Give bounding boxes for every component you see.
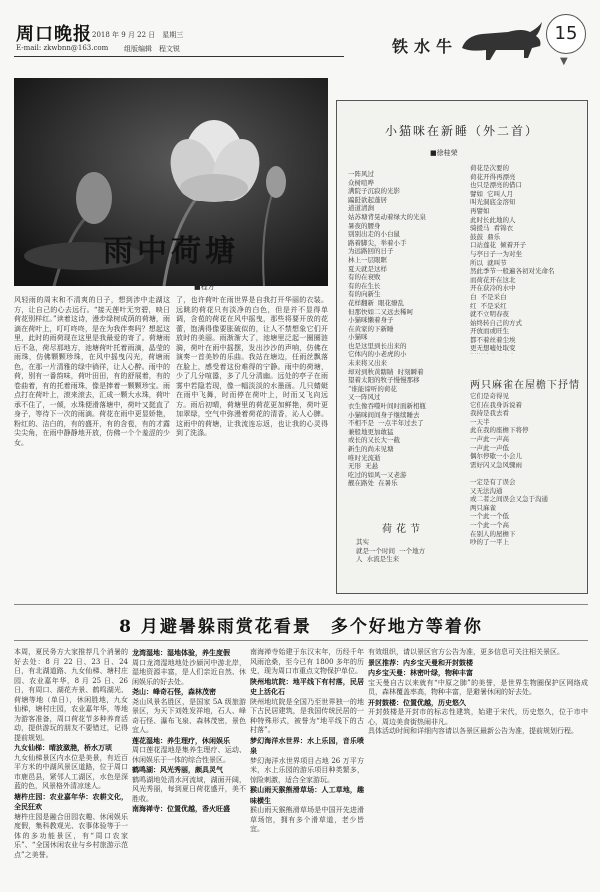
feature-paragraph: 陕州地坑院是全国乃至世界独一的地下古民居建筑，是我国传统民居的一种特殊形式，被誉为“地平线下的古村落”。 [250,697,364,734]
feature-subhead: 猴山雨天猴熊滑草场：人工草地，趣味横生 [250,785,364,805]
feature-column-4 [368,648,588,882]
feature-subhead: 陕州地坑院：地平线下有村落，民居史上活化石 [250,676,364,696]
poem-title: 小猫咪在新睡（外二首） [384,124,539,138]
feature-paragraph: 梦幻海洋水世界项目占地 26 万平方米，水上乐园的游乐项目种类繁多，惊险刺激，适合全家游玩。 [250,756,364,784]
feature-paragraph: 周口莲花湿地是集养生理疗、运动、休闲娱乐于一体的综合性景区。 [132,746,246,764]
article-column-2: 了，也许荷叶在雨世界是自我打开华丽的衣装。远眺的荷花只有淡净的白色，但是并不显得单调，含苞的荷花在风中摇曳，那些将要开放的花蕾，饱满得像要胀破似的，让人不禁想象它们开放时的美丽。雨渐渐大了，池塘里泛起一圈圈涟漪，荷叶在雨中摇摆，发出沙沙的声响，仿佛在演奏一首美妙的乐曲。我站在塘边，任雨丝飘落在脸上，感受着这份难得的宁静。雨中的荷塘，少了几分喧嚣，多了几分清幽。远处的亭子在雨雾中若隐若现，像一幅淡淡的水墨画。几只蜻蜓在雨中飞舞，时而停在荷叶上，时而又飞向远方。雨后初晴，荷塘里的荷花更加鲜艳，荷叶更加翠绿，空气中弥漫着荷花的清香，沁人心脾。这雨中的荷塘，让我流连忘返，也让我的心灵得到了洗涤。 [176,296,328,437]
poem-column-2: 荷花是次要的 荷花开得再漂亮 也只是漂亮的借口 譬如 它叫人月 叫光洞底金溶知 再譬如 此时长此地的人 骑援马 看锦衣 鼓鼓 鼎乐 口站莲花 倾着开子 与亭日子一为对坐 所以 就叫节 然此季节一般遍各初对光命名 而荷花开在这北 开在获冷的水中 白 不是采白 红 不是采红 就不立明春夜 始终转自己的方式 开放而或旺生 都不着丝着尘埃 更无想嘘处取变 [470,164,555,353]
poem-subtitle-sparrows: 两只麻雀在屋檐下抒情 [470,380,580,391]
feature-paragraph: 南海禅寺始建于东汉末年，历经千年风雨沧桑，至今已有 1800 多年的历史，现为周口市重点文物保护单位。 [250,648,364,675]
feature-paragraph: 塘杵庄园是融合田园农趣、休闲娱乐度假，集科教观光、农事体验等于一体的多功能景区，有“周口农家乐”、“全国休闲农业与乡村旅游示范点”之美誉。 [14,812,128,859]
feature-subhead: 南海禅寺：位置优越，香火旺盛 [132,804,230,813]
feature-headline: 8 月避暑躲雨赏花看景 多个好地方等着你 [119,617,483,637]
feature-paragraph: 尧山风景名胜区，是国家 5A 级旅游景区，为天下刘姓发祥地，石人、峰奇石怪、瀑布飞泉、森林茂密，景色宜人。 [132,697,246,734]
feature-column-2 [132,648,246,882]
feature-subhead: 九女仙梯：晴波潋滟，桥水万顷 [14,743,112,752]
page-number: 15 [546,14,586,54]
contact-email: E-mail: zkwbnn@163.com [16,44,109,52]
newspaper-logo: 周口晚报 [16,24,92,45]
feature-paragraph: 九女仙梯景区内水位是美景，有近百平方米的中湖风景区道路，位于周口市鹿邑县，紧邻人工湖区，水色是深蓝的色，风景格外清凉迷人。 [14,753,128,790]
header-divider [14,56,344,57]
article-title: 雨中荷塘 [103,234,239,269]
bull-icon [456,18,548,62]
page-marker-icon: ▼ [560,56,568,67]
feature-subhead: 塘杵庄园：农业嘉年华：农耕文化，全民狂欢 [14,791,128,811]
feature-paragraph: 具体活动时间和详细内容请以各景区最新公告为准，提前规划行程。 [368,727,578,735]
poem-column-3: 它们是奇得见 它们在我身诉说着 我持是我去看 一天半 此在我的座檐下将停 一声此一声高 一声此一声低 偶尔停歇一小会儿 需好闪又急风骤雨 一定是有了误会 又无法沟通 或二者之间误会又急于沟通 两只麻雀 一个此一个低 一个此一个高 在别人的屋檐下 吵的了一平上 [470,392,548,547]
feature-subhead: 开封鼓楼：位置优越，历史悠久 [368,697,466,707]
feature-subhead: 内乡宝天曼：林密叶绿，物种丰富 [368,668,473,677]
feature-paragraph: 鹤鸣湖地处清水河流域，湖面开阔，风光秀丽，每到夏日荷花盛开，美不胜收。 [132,775,246,803]
feature-paragraph: 猴山雨天猴熊滑草场是中国开先进滑草场馆，拥有多个滑草道，老少皆宜。 [250,806,364,833]
feature-subhead: 梦幻海洋水世界：水上乐园，音乐喷泉 [250,735,364,755]
feature-lead: 本周，夏民务方大家推荐几个消暑的好去处：8 月 22 日、23 日、24 日，有北湖道路、九女仙梯、塘村庄园、农业嘉年华，8 月 25 日、26 日，有周口、湖花卉景、鹤鸣湖光、荷塘等地（单日），休闲胜地，九女仙梯，塘村庄园，农业嘉年华，等地为游客准备，周口荷花节多种养育活动，提供游玩的朋友不要错过，记得提前规划。 [14,648,128,742]
article-byline: ■程方 [194,283,215,291]
feature-subhead: 鹤鸣湖：风光秀丽，颇具灵气 [132,765,223,774]
poem-column-1: 一阵风过 众树喧哗 满院子沉寂的光影 蹁跹欲起蓬居 道道清涧 姑苏塘背晃动着绿大的光泉 暑夜的腰身 别别出走的小白鼠 路着脚尖，举着小手 为远路回的日子 林上一层眼眶 夏天就是这样 有的在衰败 有的在生长 有的向新生 花样翻新 眼花缭乱 但那快如二又远去稀呵 小猫咪懒着身子 在黄家的下新睡 小猫咪 也是这里到长出来的 它体内的小老虎的小 未来将又出来 却对到秋黄瞎睛 时刻瞬着 望着太阳的牧子慢慢那移 “谁能谛听的荷花 又一阵风过 衣生像吞噬叶间时面新相瓶 小猫咪间间身子继续睡去 不相不是 一点半年过去了 兼般地更加敢猛 或长的又长大一截 新生的尚未见塘 唯时光流逝 无形 无悬 吃过的如风一又老游 靓在路处 在暑乐 [348,170,426,488]
feature-paragraph: 开封鼓楼是开封市的标志性建筑，始建于宋代，历史悠久，位于市中心，周边美食街热闹非凡。 [368,708,588,726]
feature-bottom-rule [14,640,588,641]
page-editors: 组版编辑 程文锐 [124,45,180,53]
feature-paragraph: 有效组织，请以景区官方公告为准，更多信息可关注相关景区。 [368,648,564,656]
article-column-1: 风轻雨的周末和不清爽的日子，想到涉中走湖这方，让自己的心去远行。“接天莲叶无穷碧，映日荷花别样红。”读着这诗，漫步绿树成荫的荷塘，雨滴在荷叶上，叮叮咚咚，是在为我伴奏吗？想起这里，此时的雨荷现在这里是我最爱的寄了。荷塘雨后不急，荷尽那地方，池塘荷叶托着雨滴，晶莹的雨珠，仿佛颗颗珍珠，在风中摇曳闪光，荷塘雨色，在那一片清雅的绿中徜徉，让人心醉。雨中的荷，别有一番韵味，荷叶田田，有的舒展着，有的卷曲着，有的托着雨珠，像是捧着一颗颗珍宝。雨点打在荷叶上，滚来滚去，汇成一颗大水珠，荷叶承不住了，一倾，水珠便滑落塘中，荷叶又挺直了身子，等待下一次的雨滴。荷花在雨中更显娇艳，粉红的、洁白的，有的盛开，有的含苞，有的才露尖尖角，在雨中静静地开放，仿佛一个个羞涩的少女。 [14,296,170,447]
feature-column-1 [14,648,128,882]
feature-paragraph: 宝天曼自古以来就有“中原之肺”的美誉，是世界生物圈保护区网络成员，森林覆盖率高，物种丰富，是避暑休闲的好去处。 [368,678,588,696]
feature-subhead: 景区推荐：内乡宝天曼和开封鼓楼 [368,657,473,667]
feature-paragraph: 周口龙湾湿地地处沙颍河中游北岸，湿地资源丰富，是人们亲近自然、休闲娱乐的好去处。 [132,658,246,686]
poem-author: ■徐桂荣 [430,149,458,157]
feature-subhead: 莲花湿地：养生理疗，休闲娱乐 [132,735,230,745]
feature-subhead: 尧山：峰奇石怪，森林茂密 [132,687,216,696]
feature-top-rule [14,604,588,605]
issue-date: 2018 年 9 月 22 日 星期三 [92,31,184,39]
section-title: 铁水牛 [392,37,459,56]
feature-subhead: 龙湾湿地：湿地体验，养生度假 [132,648,230,657]
poem-subtitle-lotus-festival: 荷花节 [382,524,424,535]
feature-column-3 [250,648,364,882]
poem-column-4: 其实 就是一个时间 一个地方 人 水流是生来 [356,538,426,564]
